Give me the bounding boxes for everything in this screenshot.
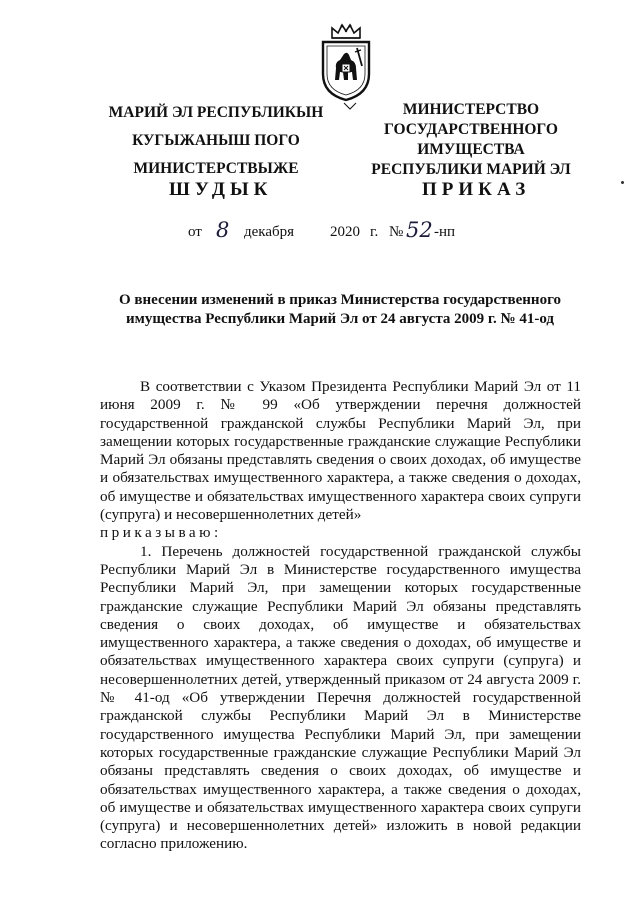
- title-line: О внесении изменений в приказ Министерства государственного: [118, 292, 562, 308]
- title-line: имущества Республики Марий Эл от 24 августа 2009 г. № 41-од: [126, 311, 554, 327]
- number-sign: №: [389, 224, 404, 240]
- header-left-line: МИНИСТЕРСТВЫЖЕ: [133, 160, 299, 177]
- header-right-line: ИМУЩЕСТВА: [417, 141, 525, 158]
- preamble-text: В соответствии с Указом Президента Республики Марий Эл от 11 июня 2009 г. № 99 «Об утверждении перечня должностей государственной гражданской службы Республики Марий Эл, при замещении которых государственные гражданские служащие Республики Марий Эл обязаны представлять сведения о своих доходах, об имуществе и обязательствах имущественного характера, а также сведения о доходах, об имуществе и обязательствах имущественного характера своих супруги (супруга) и несовершеннолетних детей»: [100, 378, 581, 524]
- header-russian-title: [360, 100, 582, 180]
- document-number-handwritten: 52: [406, 218, 433, 242]
- header-mari-title: [100, 102, 332, 186]
- date-day-handwritten: 8: [216, 218, 230, 242]
- date-number-line: [0, 220, 640, 248]
- scan-speck: [621, 181, 624, 184]
- header-left-line: КУГЫЖАНЫШ ПОГО: [132, 132, 300, 149]
- date-year: 2020: [330, 224, 360, 240]
- order-word-mari: ШУДЫК: [169, 179, 273, 200]
- document-title: [100, 291, 580, 329]
- document-body: [100, 378, 581, 854]
- date-prefix: от: [188, 224, 202, 240]
- body-paragraph-item-1: 1. Перечень должностей государственной гражданской службы Республики Марий Эл в Министерстве государственного имущества Республики Марий Эл, при замещении которых государственные гражданские служащие Республики Марий Эл обязаны представлять сведения о своих доходах, об имуществе и обязательствах имущественного характера, а также сведения о доходах, об имуществе и обязательствах имущественного характера своих супруги (супруга) и несовершеннолетних детей, утвержденный приказом от 24 августа 2009 г. № 41-од «Об утверждении Перечня должностей государственной гражданской службы Республики Марий Эл в Министерстве государственного имущества Республики Марий Эл, при замещении которых государственные гражданские служащие Республики Марий Эл обязаны представлять сведения о своих доходах, об имуществе и обязательствах имущественного характера, а также сведения о доходах, об имуществе и обязательствах имущественного характера своих супруги (супруга) и несовершеннолетних детей» изложить в новой редакции согласно приложению.: [100, 542, 581, 853]
- body-paragraph-preamble: [100, 378, 581, 543]
- date-month: декабря: [244, 224, 295, 240]
- header-right-line: МИНИСТЕРСТВО: [402, 101, 540, 118]
- date-year-suffix: г.: [370, 224, 379, 240]
- header-left-line: МАРИЙ ЭЛ РЕСПУБЛИКЫН: [108, 104, 324, 121]
- header-right-line: РЕСПУБЛИКИ МАРИЙ ЭЛ: [371, 161, 571, 178]
- header-right-line: ГОСУДАРСТВЕННОГО: [384, 121, 558, 138]
- number-suffix: -нп: [434, 224, 456, 240]
- order-word-russian: ПРИКАЗ: [422, 179, 531, 200]
- order-directive: приказываю:: [100, 524, 222, 542]
- coat-of-arms-icon: [318, 22, 374, 102]
- corner-mark-icon: [343, 102, 357, 110]
